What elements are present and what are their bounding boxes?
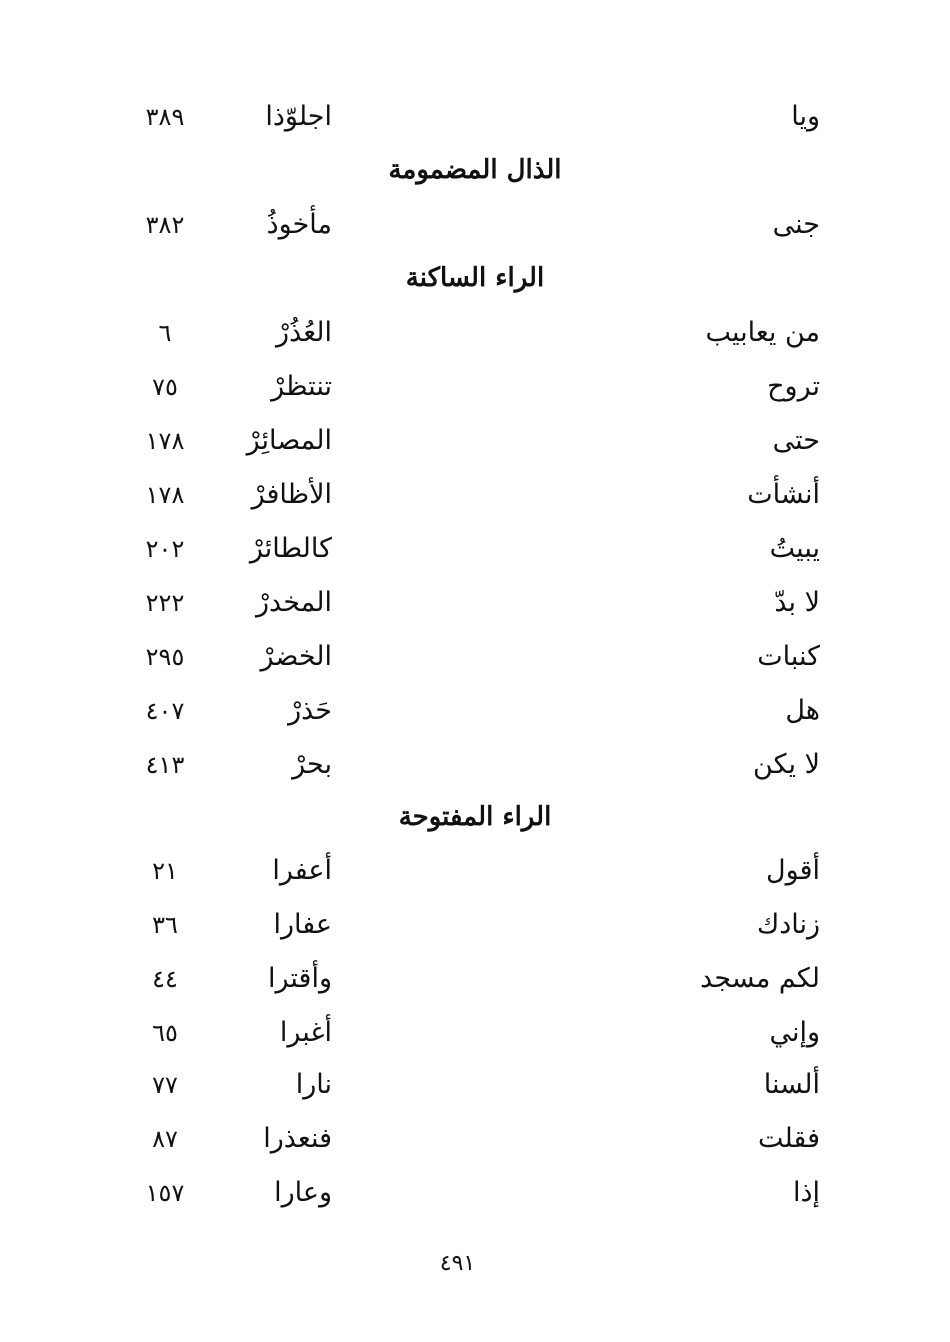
section-heading: الراء المفتوحة [398,802,552,832]
index-row [0,522,950,576]
index-row [0,1006,950,1060]
page-number: ٤٩١ [439,1251,476,1276]
rhyme-word: نارا [295,1069,332,1100]
rhyme-word: المصائِرْ [246,425,332,456]
page-reference: ٢٢٢ [145,589,185,617]
index-row [0,1166,950,1220]
verse-opening: هل [785,695,820,726]
page-reference: ٣٦ [152,911,178,939]
verse-opening: فقلت [757,1123,820,1154]
page-reference: ١٧٨ [145,481,185,509]
index-row [0,1112,950,1166]
index-row [0,738,950,792]
verse-opening: ويا [791,101,820,132]
page-reference: ٢٩٥ [145,643,185,671]
page-reference: ٤٤ [152,965,178,993]
rhyme-word: كالطائرْ [249,533,332,564]
rhyme-word: عفارا [273,909,332,940]
rhyme-word: أعفرا [272,855,332,886]
verse-opening: إذا [792,1177,820,1208]
page-reference: ٢٠٢ [145,535,185,563]
rhyme-word: الخضرْ [260,641,332,672]
verse-opening: كنبات [757,641,820,672]
page-reference: ٤٠٧ [145,697,185,725]
index-row [0,90,950,144]
verse-opening: حتى [772,425,820,456]
verse-opening: من يعابيب [705,317,820,348]
verse-opening: لكم مسجد [700,963,820,994]
rhyme-word: حَذرْ [288,695,332,726]
verse-opening: وإني [769,1017,820,1048]
rhyme-word: اجلوّذا [265,101,332,132]
verse-opening: جنى [772,209,820,240]
page-reference: ٢١ [152,857,178,885]
rhyme-word: فنعذرا [263,1123,332,1154]
page-reference: ٧٧ [152,1071,178,1099]
rhyme-word: المخدرْ [256,587,332,618]
verse-opening: ألسنا [763,1069,820,1100]
page-reference: ٨٧ [152,1125,178,1153]
verse-opening: زنادك [756,909,820,940]
page-reference: ٦ [158,319,172,347]
rhyme-word: بحرْ [292,749,332,780]
index-row [0,684,950,738]
verse-opening: أقول [766,855,820,886]
index-row [0,952,950,1006]
index-row [0,198,950,252]
page-reference: ٣٨٢ [145,211,185,239]
rhyme-word: أغبرا [279,1017,332,1048]
verse-opening: لا بدّ [774,587,820,618]
index-row [0,576,950,630]
rhyme-word: الأظافرْ [251,479,332,510]
rhyme-word: وعارا [274,1177,332,1208]
rhyme-word: تنتظرْ [271,371,332,402]
index-row [0,414,950,468]
verse-opening: تروح [767,371,820,402]
page-reference: ٧٥ [152,373,178,401]
rhyme-word: وأقترا [268,963,332,994]
page-reference: ٤١٣ [145,751,185,779]
page-reference: ٦٥ [152,1019,178,1047]
rhyme-word: العُذُرْ [276,317,332,348]
verse-opening: يبيتُ [769,533,820,564]
index-row [0,468,950,522]
index-row [0,360,950,414]
rhyme-word: مأخوذُ [266,209,332,240]
index-row [0,844,950,898]
page-reference: ١٧٨ [145,427,185,455]
index-row [0,630,950,684]
page-reference: ١٥٧ [145,1179,185,1207]
index-row [0,306,950,360]
index-row [0,1058,950,1112]
section-heading: الراء الساكنة [405,263,545,293]
section-heading: الذال المضمومة [388,155,562,185]
verse-opening: أنشأت [747,479,820,510]
verse-opening: لا يكن [753,749,820,780]
page-reference: ٣٨٩ [145,103,185,131]
index-row [0,898,950,952]
